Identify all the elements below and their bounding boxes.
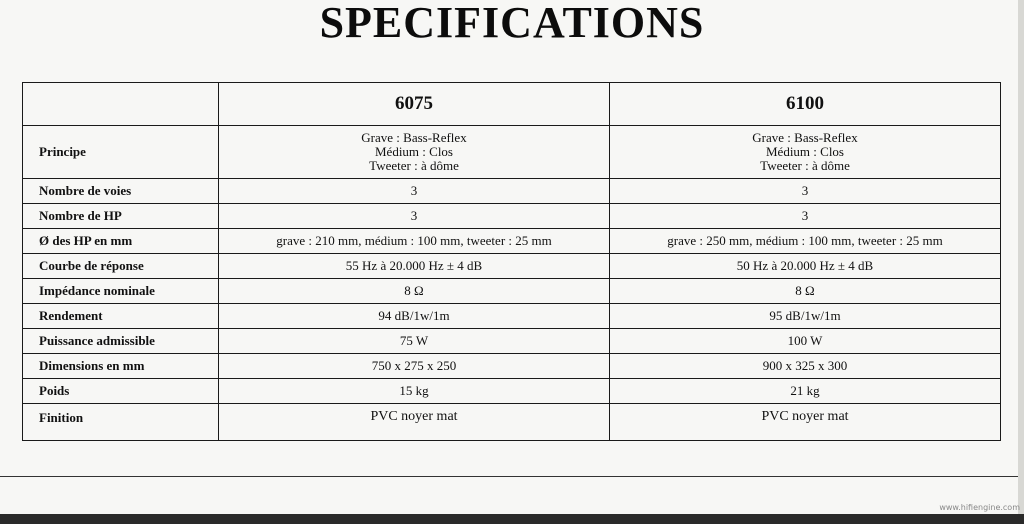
cell-value: grave : 210 mm, médium : 100 mm, tweeter : 25 mm bbox=[219, 229, 610, 254]
row-label: Ø des HP en mm bbox=[23, 229, 219, 254]
principle-line: Médium : Clos bbox=[374, 144, 453, 159]
cell-principle-6075 bbox=[219, 126, 610, 179]
table-header-row bbox=[23, 83, 1001, 126]
table-row bbox=[23, 179, 1001, 204]
table-row bbox=[23, 126, 1001, 179]
cell-value: 750 x 275 x 250 bbox=[219, 354, 610, 379]
cell-value: 3 bbox=[219, 179, 610, 204]
row-label: Poids bbox=[23, 379, 219, 404]
cell-value: 15 kg bbox=[219, 379, 610, 404]
row-label: Dimensions en mm bbox=[23, 354, 219, 379]
table-row bbox=[23, 329, 1001, 354]
principle-line: Tweeter : à dôme bbox=[369, 158, 459, 173]
cell-value: 94 dB/1w/1m bbox=[219, 304, 610, 329]
cell-value: 21 kg bbox=[610, 379, 1001, 404]
page-title: SPECIFICATIONS bbox=[319, 0, 705, 47]
cell-value: 55 Hz à 20.000 Hz ± 4 dB bbox=[219, 254, 610, 279]
principle-line: Médium : Clos bbox=[765, 144, 844, 159]
table-row bbox=[23, 354, 1001, 379]
row-label: Courbe de réponse bbox=[23, 254, 219, 279]
cell-value: 50 Hz à 20.000 Hz ± 4 dB bbox=[610, 254, 1001, 279]
row-label: Impédance nominale bbox=[23, 279, 219, 304]
watermark: www.hifiengine.com bbox=[939, 503, 1020, 512]
cell-value: 75 W bbox=[219, 329, 610, 354]
table-row bbox=[23, 204, 1001, 229]
header-corner-cell bbox=[23, 83, 219, 126]
cell-value: 3 bbox=[219, 204, 610, 229]
cell-value: PVC noyer mat bbox=[219, 404, 610, 441]
row-label: Principe bbox=[23, 126, 219, 179]
table-row bbox=[23, 404, 1001, 441]
table-row bbox=[23, 254, 1001, 279]
table-row bbox=[23, 229, 1001, 254]
principle-line: Tweeter : à dôme bbox=[760, 158, 850, 173]
model-header-6100: 6100 bbox=[610, 83, 1001, 126]
row-label: Finition bbox=[23, 404, 219, 441]
row-label: Nombre de voies bbox=[23, 179, 219, 204]
cell-value: 3 bbox=[610, 204, 1001, 229]
cell-value: 95 dB/1w/1m bbox=[610, 304, 1001, 329]
table-row bbox=[23, 304, 1001, 329]
cell-value: 8 Ω bbox=[610, 279, 1001, 304]
row-label: Rendement bbox=[23, 304, 219, 329]
table-row bbox=[23, 379, 1001, 404]
principle-line: Grave : Bass-Reflex bbox=[752, 130, 858, 145]
bottom-divider bbox=[0, 476, 1024, 477]
scan-edge-shadow bbox=[1018, 0, 1024, 514]
cell-value: 8 Ω bbox=[219, 279, 610, 304]
row-label: Puissance admissible bbox=[23, 329, 219, 354]
cell-value: 3 bbox=[610, 179, 1001, 204]
row-label: Nombre de HP bbox=[23, 204, 219, 229]
cell-value: PVC noyer mat bbox=[610, 404, 1001, 441]
table-row bbox=[23, 279, 1001, 304]
scan-bottom-edge bbox=[0, 514, 1024, 524]
cell-principle-6100 bbox=[610, 126, 1001, 179]
specifications-table bbox=[22, 82, 1001, 441]
cell-value: grave : 250 mm, médium : 100 mm, tweeter : 25 mm bbox=[610, 229, 1001, 254]
cell-value: 900 x 325 x 300 bbox=[610, 354, 1001, 379]
model-header-6075: 6075 bbox=[219, 83, 610, 126]
principle-line: Grave : Bass-Reflex bbox=[361, 130, 467, 145]
cell-value: 100 W bbox=[610, 329, 1001, 354]
